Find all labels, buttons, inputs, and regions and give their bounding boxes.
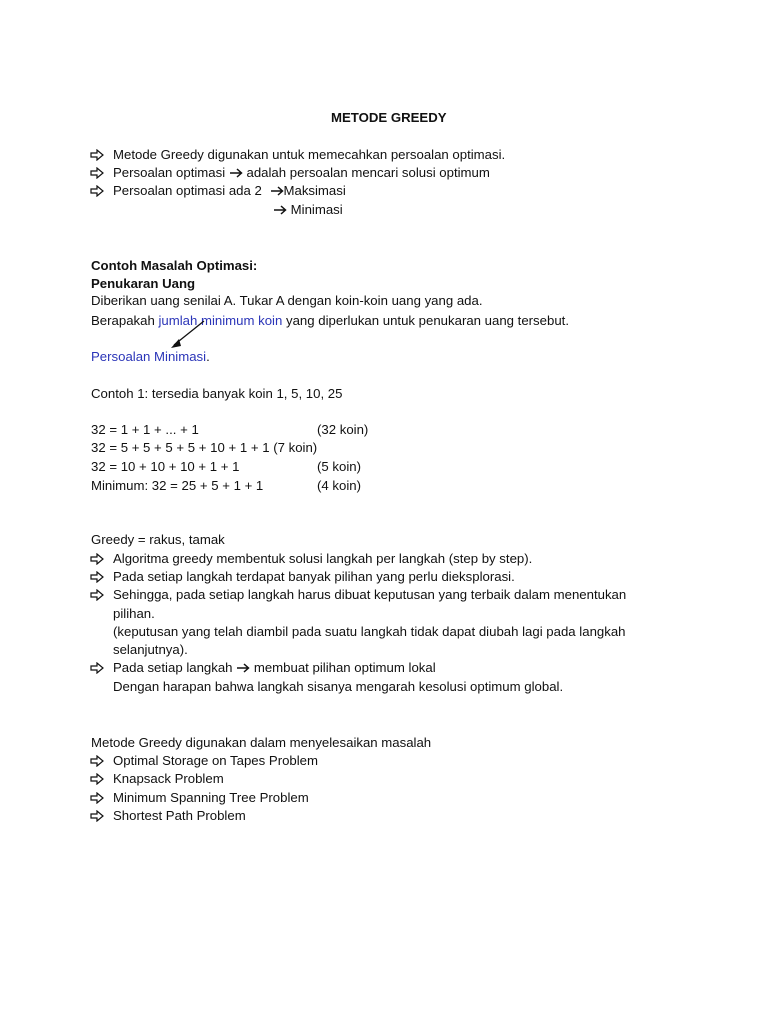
persoalan-minimasi-text: Persoalan Minimasi bbox=[91, 349, 207, 364]
greedy-bullet-4 bbox=[113, 660, 436, 676]
right-arrow-icon bbox=[270, 186, 284, 196]
intro-bullet-2 bbox=[113, 165, 490, 181]
example-line-2-part-b: yang diperlukan untuk penukaran uang tersebut. bbox=[282, 313, 569, 328]
example-line-2 bbox=[91, 313, 569, 329]
bullet-arrow-icon bbox=[90, 167, 104, 179]
intro-bullet-1: Metode Greedy digunakan untuk memecahkan persoalan optimasi. bbox=[113, 147, 506, 162]
greedy-definition: Greedy = rakus, tamak bbox=[91, 532, 225, 547]
minimasi-label: Minimasi bbox=[290, 202, 343, 217]
bullet-arrow-icon bbox=[90, 773, 104, 785]
persoalan-minimasi bbox=[91, 349, 210, 365]
greedy-bullet-4-part-b: membuat pilihan optimum lokal bbox=[253, 660, 436, 675]
intro-bullet-2-part-a: Persoalan optimasi bbox=[113, 165, 226, 180]
calc-row-1-note: (32 koin) bbox=[317, 422, 369, 437]
app-item-3: Minimum Spanning Tree Problem bbox=[113, 790, 309, 805]
app-item-1: Optimal Storage on Tapes Problem bbox=[113, 753, 319, 768]
example-heading: Contoh Masalah Optimasi: bbox=[91, 258, 258, 273]
maksimasi-label: Maksimasi bbox=[283, 183, 346, 198]
app-item-4: Shortest Path Problem bbox=[113, 808, 246, 823]
right-arrow-icon bbox=[229, 168, 243, 178]
greedy-bullet-2: Pada setiap langkah terdapat banyak pilihan yang perlu dieksplorasi. bbox=[113, 569, 515, 584]
greedy-bullet-3-line-1: Sehingga, pada setiap langkah harus dibuat keputusan yang terbaik dalam menentukan bbox=[113, 587, 627, 602]
bullet-arrow-icon bbox=[90, 589, 104, 601]
example-subheading: Penukaran Uang bbox=[91, 276, 196, 291]
contoh-1: Contoh 1: tersedia banyak koin 1, 5, 10, 25 bbox=[91, 386, 343, 401]
minimasi-line bbox=[273, 202, 343, 218]
bullet-arrow-icon bbox=[90, 571, 104, 583]
bullet-arrow-icon bbox=[90, 810, 104, 822]
greedy-bullet-3-line-2: pilihan. bbox=[113, 606, 155, 621]
app-item-2: Knapsack Problem bbox=[113, 771, 224, 786]
greedy-bullet-4-line-2: Dengan harapan bahwa langkah sisanya mengarah kesolusi optimum global. bbox=[113, 679, 564, 694]
calc-row-4-note: (4 koin) bbox=[317, 478, 361, 493]
bullet-arrow-icon bbox=[90, 792, 104, 804]
calc-row-2-expr: 32 = 5 + 5 + 5 + 5 + 10 + 1 + 1 (7 koin) bbox=[91, 440, 318, 455]
intro-bullet-3-text: Persoalan optimasi ada 2 bbox=[113, 183, 262, 198]
bullet-arrow-icon bbox=[90, 662, 104, 674]
highlight-jumlah-minimum-koin: jumlah minimum koin bbox=[158, 313, 283, 328]
persoalan-dot: . bbox=[206, 349, 210, 364]
pointer-arrow-icon bbox=[168, 318, 208, 352]
example-line-2-part-a: Berapakah bbox=[91, 313, 159, 328]
greedy-bullet-1: Algoritma greedy membentuk solusi langkah per langkah (step by step). bbox=[113, 551, 533, 566]
greedy-bullet-3-line-3: (keputusan yang telah diambil pada suatu langkah tidak dapat diubah lagi pada langkah bbox=[113, 624, 626, 639]
bullet-arrow-icon bbox=[90, 553, 104, 565]
bullet-arrow-icon bbox=[90, 149, 104, 161]
bullet-arrow-icon bbox=[90, 185, 104, 197]
bullet-arrow-icon bbox=[90, 755, 104, 767]
right-arrow-icon bbox=[236, 663, 250, 673]
page-title: METODE GREEDY bbox=[331, 110, 447, 125]
intro-bullet-2-part-b: adalah persoalan mencari solusi optimum bbox=[246, 165, 490, 180]
right-arrow-icon bbox=[273, 205, 287, 215]
calc-row-3-note: (5 koin) bbox=[317, 459, 361, 474]
greedy-bullet-4-part-a: Pada setiap langkah bbox=[113, 660, 233, 675]
example-line-1: Diberikan uang senilai A. Tukar A dengan koin-koin uang yang ada. bbox=[91, 293, 483, 308]
greedy-bullet-3-line-4: selanjutnya). bbox=[113, 642, 188, 657]
apps-heading: Metode Greedy digunakan dalam menyelesaikan masalah bbox=[91, 735, 432, 750]
calc-row-3-expr: 32 = 10 + 10 + 10 + 1 + 1 bbox=[91, 459, 240, 474]
calc-row-1-expr: 32 = 1 + 1 + ... + 1 bbox=[91, 422, 199, 437]
calc-row-4-expr: Minimum: 32 = 25 + 5 + 1 + 1 bbox=[91, 478, 264, 493]
intro-bullet-3 bbox=[113, 183, 346, 199]
